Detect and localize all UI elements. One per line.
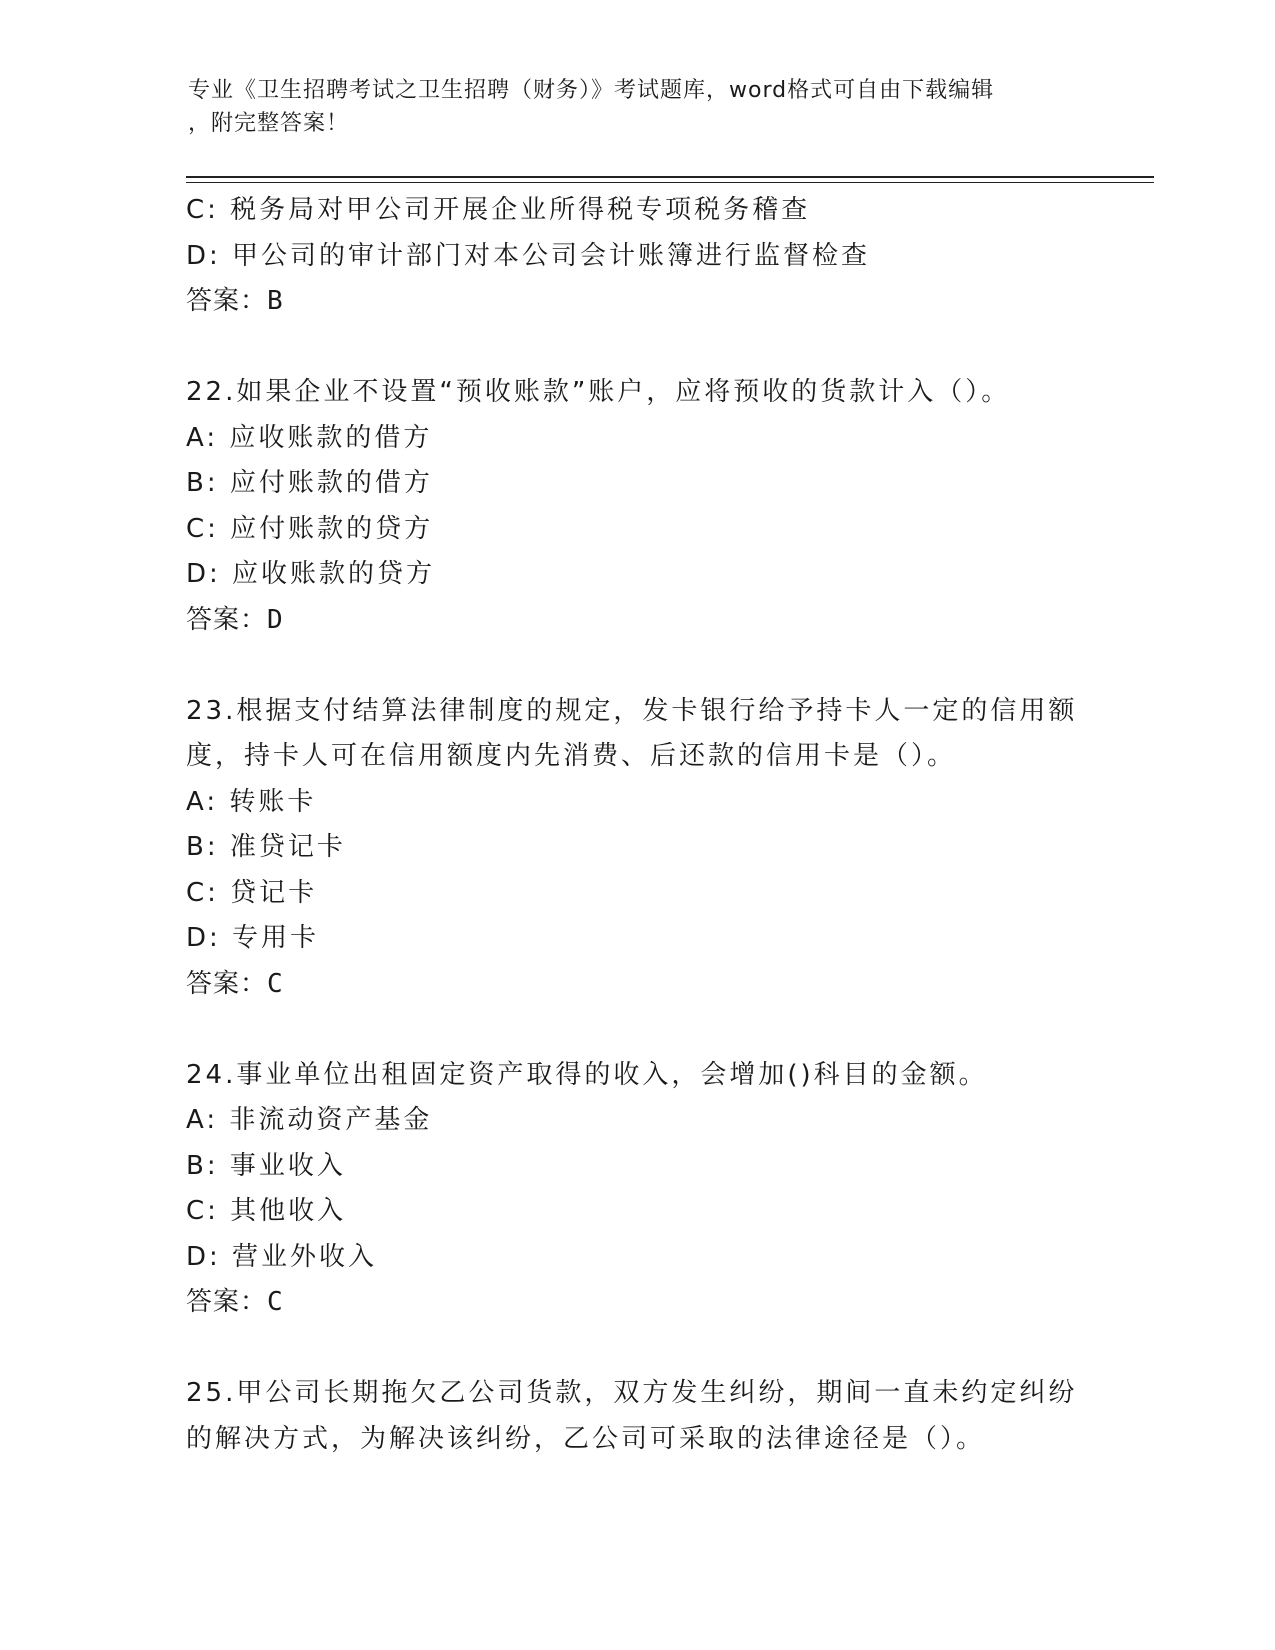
question-stem: 22.如果企业不设置“预收账款”账户，应将预收的货款计入（）。 <box>186 377 1011 407</box>
option-c: C: 应付账款的贷方 <box>186 513 434 544</box>
option-b: B: 事业收入 <box>186 1150 346 1181</box>
question-block-prev <box>186 188 1086 325</box>
option-a: A: 转账卡 <box>186 786 317 817</box>
question-block-22 <box>186 370 1086 643</box>
option-a: A: 非流动资产基金 <box>186 1105 433 1135</box>
question-stem-line-1: 25.甲公司长期拖欠乙公司货款，双方发生纠纷，期间一直未约定纠纷 <box>186 1378 1078 1408</box>
option-d: D: 专用卡 <box>186 923 320 953</box>
answer-line: 答案：B <box>186 286 284 316</box>
question-block-24 <box>186 1053 1086 1326</box>
header-line-1: 专业《卫生招聘考试之卫生招聘（财务）》考试题库，word格式可自由下载编辑 <box>188 78 995 103</box>
document-header <box>188 74 1068 140</box>
question-stem-line-2: 度，持卡人可在信用额度内先消费、后还款的信用卡是（）。 <box>186 741 957 771</box>
option-c: C: 贷记卡 <box>186 877 318 908</box>
option-d: D: 营业外收入 <box>186 1241 378 1272</box>
question-stem-line-2: 的解决方式，为解决该纠纷，乙公司可采取的法律途径是（）。 <box>186 1423 986 1454</box>
answer-line: 答案：C <box>186 1287 284 1317</box>
header-rule-thin <box>186 182 1154 183</box>
option-b: B: 应付账款的借方 <box>186 468 433 498</box>
option-a: A: 应收账款的借方 <box>186 422 433 453</box>
header-line-2: ，附完整答案！ <box>188 111 350 136</box>
question-block-25 <box>186 1371 1086 1462</box>
option-b: B: 准贷记卡 <box>186 832 346 862</box>
header-rule-thick <box>186 176 1154 178</box>
question-block-23 <box>186 689 1086 1008</box>
option-c: C: 其他收入 <box>186 1196 347 1226</box>
question-list <box>186 188 1086 1462</box>
question-stem-line-1: 23.根据支付结算法律制度的规定，发卡银行给予持卡人一定的信用额 <box>186 695 1078 726</box>
answer-line: 答案：C <box>186 968 284 999</box>
answer-line: 答案：D <box>186 604 284 635</box>
option-d: D: 应收账款的贷方 <box>186 559 436 589</box>
option-d: D: 甲公司的审计部门对本公司会计账簿进行监督检查 <box>186 240 871 271</box>
question-stem: 24.事业单位出租固定资产取得的收入，会增加()科目的金额。 <box>186 1059 988 1090</box>
option-c: C: 税务局对甲公司开展企业所得税专项税务稽查 <box>186 195 811 225</box>
